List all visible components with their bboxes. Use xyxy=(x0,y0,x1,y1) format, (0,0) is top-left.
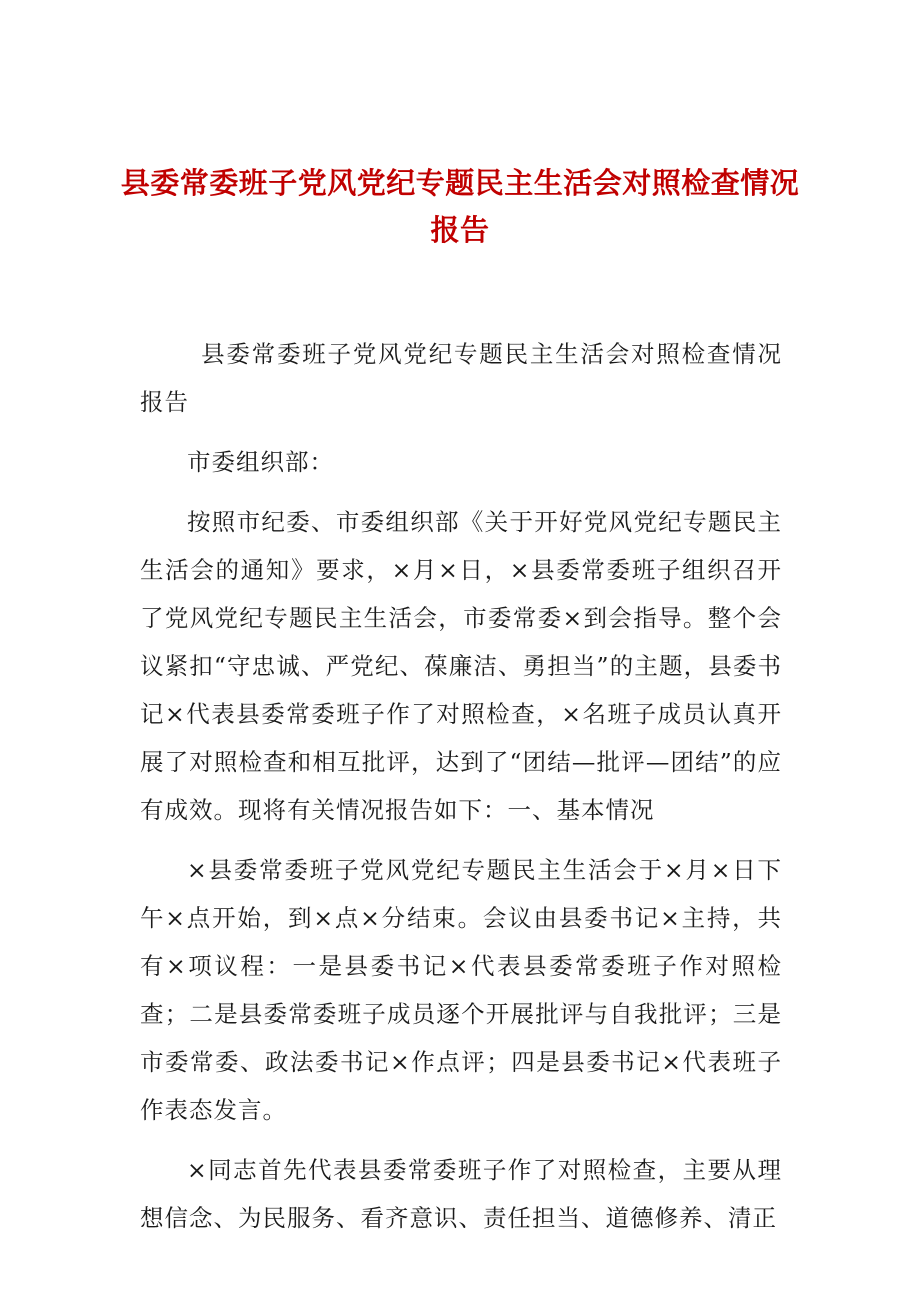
paragraph-basic-situation: ×县委常委班子党风党纪专题民主生活会于×月×日下午×点开始，到×点×分结束。会议由县委书记×主持，共有×项议程：一是县委书记×代表县委常委班子作对照检查；二是县委常委班子成员逐个开展批评与自我批评；三是市委常委、政法委书记×作点评；四是县委书记×代表班子作表态发言。 xyxy=(140,856,782,1124)
paragraph-introduction: 按照市纪委、市委组织部《关于开好党风党纪专题民主生活会的通知》要求，×月×日，×县委常委班子组织召开了党风党纪专题民主生活会，市委常委×到会指导。整个会议紧扣“守忠诚、严党纪、葆廉洁、勇担当”的主题，县委书记×代表县委常委班子作了对照检查，×名班子成员认真开展了对照检查和相互批评，达到了“团结—批评—团结”的应有成效。现将有关情况报告如下：一、基本情况 xyxy=(140,508,782,824)
paragraph-self-review: ×同志首先代表县委常委班子作了对照检查，主要从理想信念、为民服务、看齐意识、责任担当、道德修养、清正 xyxy=(140,1156,782,1232)
paragraph-salutation: 市委组织部： xyxy=(187,448,334,476)
paragraph-repeated-title: 县委常委班子党风党纪专题民主生活会对照检查情况报告 xyxy=(140,340,782,416)
document-body xyxy=(140,330,782,1254)
document-title: 县委常委班子党风党纪专题民主生活会对照检查情况报告 xyxy=(120,166,800,247)
